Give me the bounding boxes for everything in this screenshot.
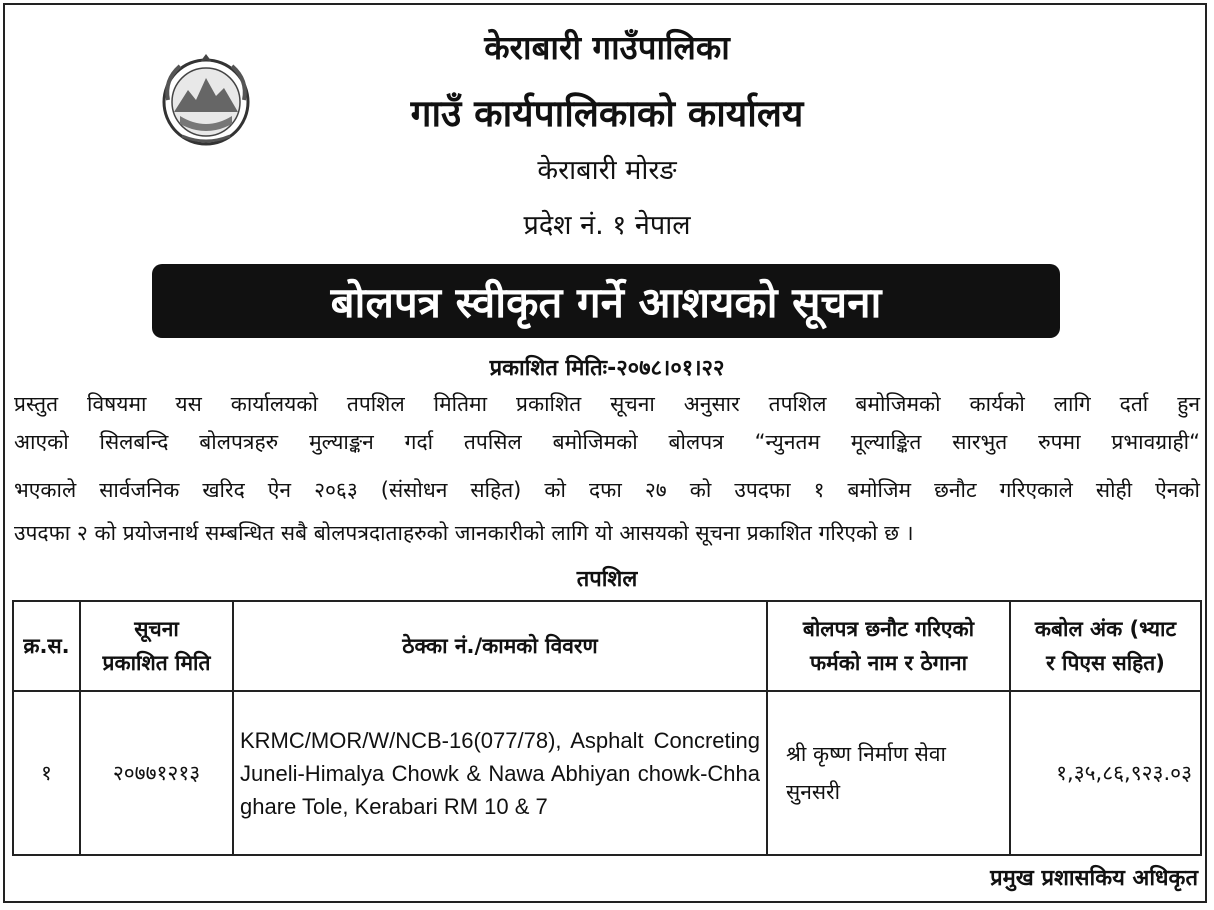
body-line: आएको सिलबन्दि बोलपत्रहरु मुल्याङ्कन गर्दा तपसिल बमोजिमको बोलपत्र “न्युनतम मूल्याङ्कित सारभुत रुपमा प्रभावग्राही“ bbox=[14, 430, 1200, 454]
firm-name: श्री कृष्ण निर्माण सेवा bbox=[786, 742, 946, 766]
contract-table bbox=[12, 600, 1202, 856]
table-header-row bbox=[13, 601, 1201, 691]
signatory-title: प्रमुख प्रशासकिय अधिकृत bbox=[990, 866, 1198, 891]
table-row bbox=[13, 691, 1201, 855]
cell-contract-description: KRMC/MOR/W/NCB-16(077/78), Asphalt Concreting Juneli-Himalya Chowk & Nawa Abhiyan chowk-Chha ghare Tole, Kerabari RM 10 & 7 bbox=[233, 691, 767, 855]
schedule-heading: तपशिल bbox=[576, 567, 638, 592]
body-line: उपदफा २ को प्रयोजनार्थ सम्बन्धित सबै बोलपत्रदाताहरुको जानकारीको लागि यो आसयको सूचना प्रकाशित गरिएको छ । bbox=[14, 521, 914, 545]
header-serial: क्र.स. bbox=[13, 601, 80, 691]
published-date: प्रकाशित मितिः-२०७८।०१।२२ bbox=[489, 356, 725, 381]
body-line: प्रस्तुत विषयमा यस कार्यालयको तपशिल मितिमा प्रकाशित सूचना अनुसार तपशिल बमोजिमको कार्यको लागि दर्ता हुन bbox=[14, 392, 1200, 416]
notice-title-banner bbox=[152, 264, 1060, 338]
cell-firm bbox=[767, 691, 1010, 855]
cell-serial: १ bbox=[13, 691, 80, 855]
header-firm: बोलपत्र छनौट गरिएको फर्मको नाम र ठेगाना bbox=[767, 601, 1010, 691]
cell-bid-amount: १,३५,८६,९२३.०३ bbox=[1010, 691, 1201, 855]
body-line: भएकाले सार्वजनिक खरिद ऐन २०६३ (संसोधन सहित) को दफा २७ को उपदफा १ बमोजिम छनौट गरिएकाले सोही ऐनको bbox=[14, 478, 1200, 502]
office-name: गाउँ कार्यपालिकाको कार्यालय bbox=[410, 92, 804, 135]
header-contract: ठेक्का नं./कामको विवरण bbox=[233, 601, 767, 691]
header-notice-date: सूचना प्रकाशित मिति bbox=[80, 601, 233, 691]
notice-title: बोलपत्र स्वीकृत गर्ने आशयको सूचना bbox=[330, 277, 882, 327]
header-amount: कबोल अंक (भ्याट र पिएस सहित) bbox=[1010, 601, 1201, 691]
province-line: प्रदेश नं. १ नेपाल bbox=[523, 210, 691, 241]
office-location: केराबारी मोरङ bbox=[537, 155, 677, 186]
cell-notice-date: २०७७१२१३ bbox=[80, 691, 233, 855]
firm-address: सुनसरी bbox=[786, 780, 841, 804]
municipality-name: केराबारी गाउँपालिका bbox=[484, 28, 730, 67]
